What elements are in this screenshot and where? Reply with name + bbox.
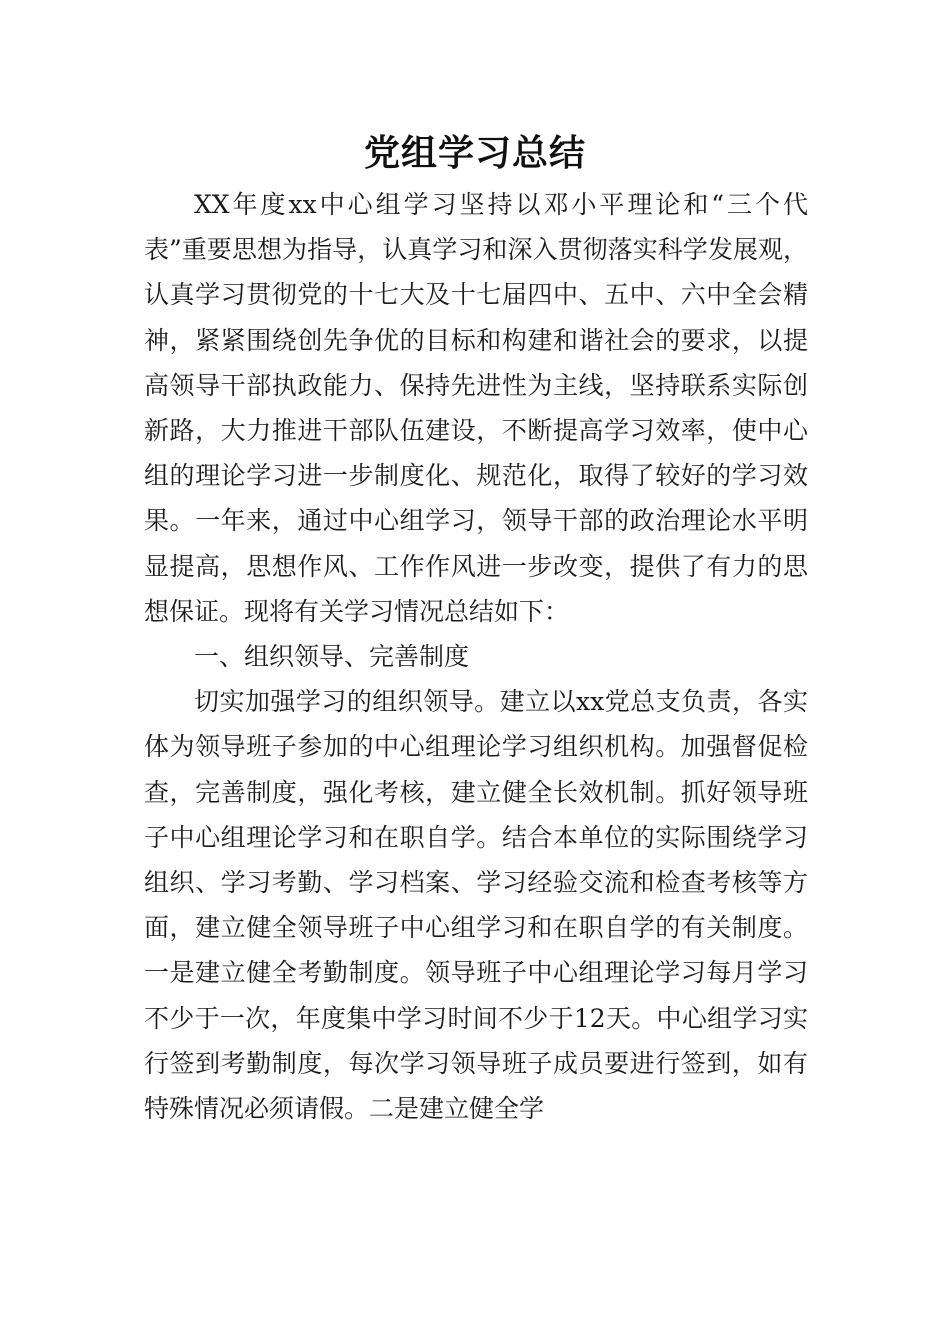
document-body: [144, 182, 808, 1131]
section-heading-1: 一、组织领导、完善制度: [194, 642, 470, 672]
document-title: 党组学习总结: [363, 132, 586, 174]
paragraph-intro: XX年度xx中心组学习坚持以邓小平理论和“三个代表”重要思想为指导，认真学习和深入贯彻落实科学发展观，认真学习贯彻党的十七大及十七届四中、五中、六中全会精神，紧紧围绕创先争优的目标和构建和谐社会的要求，以提高领导干部执政能力、保持先进性为主线，坚持联系实际创新路，大力推进干部队伍建设，不断提高学习效率，使中心组的理论学习进一步制度化、规范化，取得了较好的学习效果。一年来，通过中心组学习，领导干部的政治理论水平明显提高，思想作风、工作作风进一步改变，提供了有力的思想保证。现将有关学习情况总结如下：: [144, 190, 808, 626]
paragraph-organization: 切实加强学习的组织领导。建立以xx党总支负责，各实体为领导班子参加的中心组理论学习组织机构。加强督促检查，完善制度，强化考核，建立健全长效机制。抓好领导班子中心组理论学习和在职自学。结合本单位的实际围绕学习组织、学习考勤、学习档案、学习经验交流和检查考核等方面，建立健全领导班子中心组学习和在职自学的有关制度。一是建立健全考勤制度。领导班子中心组理论学习每月学习不少于一次，年度集中学习时间不少于12天。中心组学习实行签到考勤制度，每次学习领导班子成员要进行签到，如有特殊情况必须请假。二是建立健全学: [144, 687, 808, 1124]
